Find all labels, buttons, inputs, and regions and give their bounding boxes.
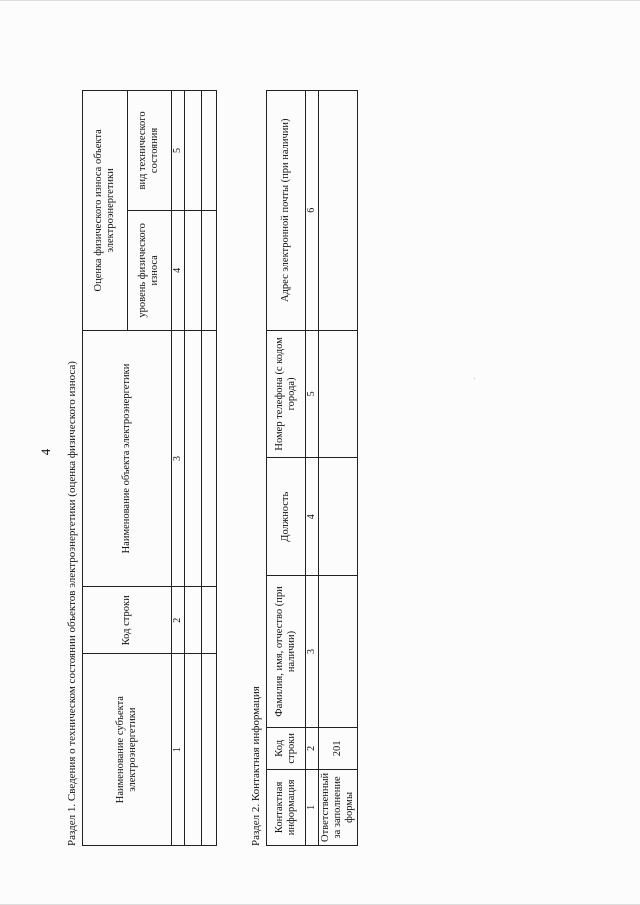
s2-header-email: Адрес электронной почты (при наличии)	[267, 91, 306, 331]
s2-row-code: 201	[319, 727, 358, 769]
s2-cell	[319, 91, 358, 331]
s2-cell	[319, 576, 358, 728]
s1-colnum-5: 5	[172, 91, 185, 211]
s2-header-contact: Контактная информация	[267, 769, 306, 845]
s2-colnum-4: 4	[306, 458, 319, 576]
s1-cell	[202, 330, 217, 587]
s1-colnum-1: 1	[172, 654, 185, 846]
s1-cell	[185, 330, 202, 587]
s2-header-full-name: Фамилия, имя, отчество (при наличии)	[267, 576, 306, 728]
section1-title: Раздел 1. Сведения о техническом состоянии объектов электроэнергетики (оценка физического износа)	[66, 361, 78, 846]
s1-cell	[202, 654, 217, 846]
s2-colnum-6: 6	[306, 91, 319, 331]
s2-colnum-1: 1	[306, 769, 319, 845]
section2-title: Раздел 2. Контактная информация	[250, 686, 262, 846]
s1-cell	[185, 210, 202, 330]
s1-cell	[202, 91, 217, 211]
s2-colnum-5: 5	[306, 330, 319, 458]
s2-header-position: Должность	[267, 458, 306, 576]
s2-cell	[319, 458, 358, 576]
scan-edge	[0, 0, 640, 1]
s1-cell	[185, 654, 202, 846]
section1-table	[82, 90, 217, 846]
s1-colnum-2: 2	[172, 587, 185, 654]
rotated-content	[40, 52, 600, 852]
s2-row-label: Ответственный за заполнение формы	[319, 769, 358, 845]
s1-header-wear-group: Оценка физического износа объекта электроэнергетики	[83, 91, 128, 331]
s2-cell	[319, 330, 358, 458]
s1-cell	[202, 210, 217, 330]
s1-cell	[185, 587, 202, 654]
s2-header-row-code: Код строки	[267, 727, 306, 769]
s1-header-subject: Наименование субъекта электроэнергетики	[83, 654, 172, 846]
s1-cell	[185, 91, 202, 211]
s1-colnum-4: 4	[172, 210, 185, 330]
s1-header-row-code: Код строки	[83, 587, 172, 654]
s1-header-wear-level: уровень физического износа	[127, 210, 172, 330]
s2-colnum-3: 3	[306, 576, 319, 728]
scan-speck	[474, 378, 475, 379]
s1-header-tech-state: вид технического состояния	[127, 91, 172, 211]
s2-colnum-2: 2	[306, 727, 319, 769]
page-number: 4	[38, 448, 53, 456]
section2-table	[266, 90, 358, 846]
s1-cell	[202, 587, 217, 654]
s2-header-phone: Номер телефона (с кодом города)	[267, 330, 306, 458]
s1-header-object: Наименование объекта электроэнергетики	[83, 330, 172, 587]
s1-colnum-3: 3	[172, 330, 185, 587]
